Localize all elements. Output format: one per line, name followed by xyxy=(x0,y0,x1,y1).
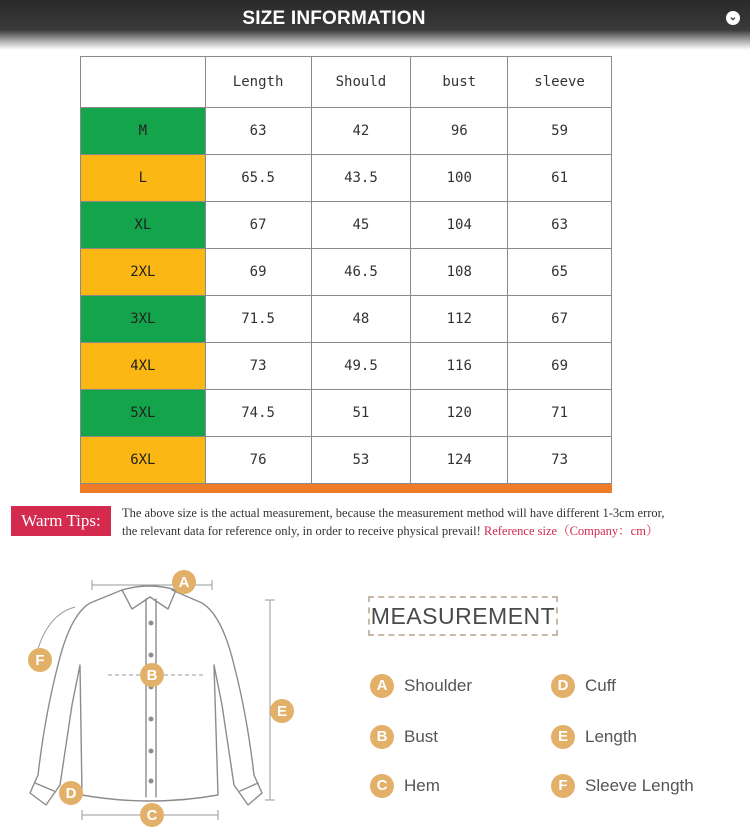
size-table xyxy=(80,56,612,484)
table-row xyxy=(81,108,612,155)
table-row xyxy=(81,296,612,343)
table-cell: 96 xyxy=(411,108,508,155)
size-cell: 4XL xyxy=(81,343,206,390)
legend-item-bust xyxy=(370,724,438,750)
size-cell: 2XL xyxy=(81,249,206,296)
table-cell: 67 xyxy=(508,296,612,343)
legend-label: Hem xyxy=(404,776,440,795)
warm-tips-line2-wrap xyxy=(122,522,742,540)
warm-tips-line2: the relevant data for reference only, in order to receive physical prevail! xyxy=(122,524,481,538)
table-cell: 53 xyxy=(311,437,411,484)
table-cell: 124 xyxy=(411,437,508,484)
legend-badge-e: E xyxy=(551,725,575,749)
table-cell: 100 xyxy=(411,155,508,202)
table-header-cell xyxy=(81,57,206,108)
table-cell: 65 xyxy=(508,249,612,296)
marker-c-label: C xyxy=(146,807,158,824)
table-cell: 63 xyxy=(508,202,612,249)
shirt-button xyxy=(149,779,154,784)
table-cell: 71 xyxy=(508,390,612,437)
shirt-button xyxy=(149,749,154,754)
page-title: SIZE INFORMATION xyxy=(242,8,426,29)
chevron-down-icon[interactable]: ⌄ xyxy=(726,11,740,25)
reference-size-note: Reference size（Company：cm） xyxy=(483,524,659,538)
shirt-diagram xyxy=(0,545,340,833)
table-cell: 116 xyxy=(411,343,508,390)
legend-badge-c: C xyxy=(370,774,394,798)
table-cell: 73 xyxy=(508,437,612,484)
legend-item-sleeve-length xyxy=(551,773,694,799)
legend-badge-a: A xyxy=(370,674,394,698)
measurement-title: MEASUREMENT xyxy=(368,596,558,636)
marker-d-label: D xyxy=(65,785,77,802)
header-banner xyxy=(0,0,750,50)
table-cell: 112 xyxy=(411,296,508,343)
table-row xyxy=(81,390,612,437)
shirt-placket xyxy=(146,599,156,797)
legend-item-cuff xyxy=(551,673,616,699)
table-cell: 61 xyxy=(508,155,612,202)
warm-tips-line1: The above size is the actual measurement, because the measurement method will have different 1-3cm error, xyxy=(122,506,665,520)
table-cell: 108 xyxy=(411,249,508,296)
table-cell: 63 xyxy=(205,108,311,155)
table-header-length: Length xyxy=(205,57,311,108)
table-cell: 67 xyxy=(205,202,311,249)
legend-item-shoulder xyxy=(370,673,472,699)
table-header-shoulder: Should xyxy=(311,57,411,108)
shirt-collar xyxy=(122,586,176,609)
shirt-button xyxy=(149,621,154,626)
table-cell: 71.5 xyxy=(205,296,311,343)
table-row xyxy=(81,202,612,249)
table-cell: 46.5 xyxy=(311,249,411,296)
table-row xyxy=(81,437,612,484)
legend-label: Sleeve Length xyxy=(585,776,694,795)
table-cell: 59 xyxy=(508,108,612,155)
dimension-length xyxy=(265,600,275,800)
marker-e-label: E xyxy=(276,703,288,720)
legend-item-hem xyxy=(370,773,440,799)
marker-b-label: B xyxy=(146,667,158,684)
warm-tips-text xyxy=(122,504,742,540)
table-row xyxy=(81,343,612,390)
table-cell: 43.5 xyxy=(311,155,411,202)
legend-label: Shoulder xyxy=(404,676,473,695)
legend-badge-f: F xyxy=(551,774,575,798)
table-footer-bar xyxy=(80,484,612,493)
table-cell: 73 xyxy=(205,343,311,390)
table-cell: 104 xyxy=(411,202,508,249)
shirt-button xyxy=(149,717,154,722)
shirt-cuff-left xyxy=(35,783,54,791)
table-header-sleeve: sleeve xyxy=(508,57,612,108)
table-cell: 120 xyxy=(411,390,508,437)
shirt-cuff-right xyxy=(240,783,258,791)
table-header-row xyxy=(81,57,612,108)
table-cell: 65.5 xyxy=(205,155,311,202)
table-header-bust: bust xyxy=(411,57,508,108)
marker-a-label: A xyxy=(178,574,190,591)
legend-label: Cuff xyxy=(585,676,616,695)
size-cell: L xyxy=(81,155,206,202)
legend-label: Length xyxy=(585,727,637,746)
table-cell: 74.5 xyxy=(205,390,311,437)
table-cell: 69 xyxy=(508,343,612,390)
size-cell: 6XL xyxy=(81,437,206,484)
legend-badge-b: B xyxy=(370,725,394,749)
size-cell: 5XL xyxy=(81,390,206,437)
size-cell: 3XL xyxy=(81,296,206,343)
size-cell: M xyxy=(81,108,206,155)
legend-label: Bust xyxy=(404,727,439,746)
table-cell: 76 xyxy=(205,437,311,484)
size-cell: XL xyxy=(81,202,206,249)
table-cell: 69 xyxy=(205,249,311,296)
table-cell: 49.5 xyxy=(311,343,411,390)
marker-f-label: F xyxy=(35,652,45,669)
table-row xyxy=(81,249,612,296)
table-row xyxy=(81,155,612,202)
table-cell: 48 xyxy=(311,296,411,343)
table-cell: 42 xyxy=(311,108,411,155)
table-cell: 51 xyxy=(311,390,411,437)
warm-tips-label: Warm Tips: xyxy=(11,506,111,536)
legend-item-length xyxy=(551,724,637,750)
table-cell: 45 xyxy=(311,202,411,249)
shirt-button xyxy=(149,653,154,658)
legend-badge-d: D xyxy=(551,674,575,698)
